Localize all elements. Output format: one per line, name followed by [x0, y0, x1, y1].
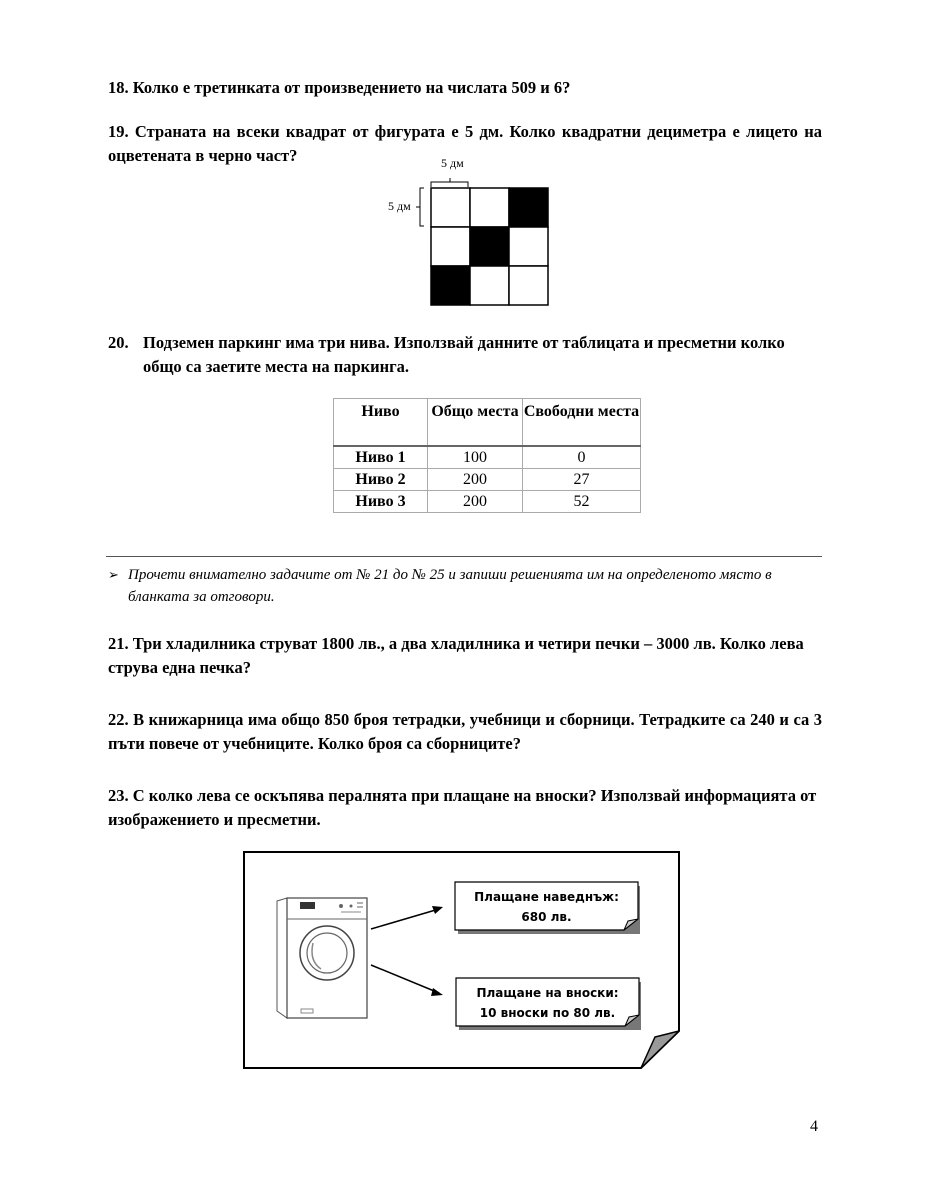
question-20-number: 20.: [108, 333, 129, 352]
grid-cell-white: [509, 266, 548, 305]
question-21: 21. Три хладилника струват 1800 лв., а два хладилника и четири печки – 3000 лв. Колко лева струва една печка?: [108, 634, 804, 677]
page-number: 4: [810, 1118, 818, 1135]
section-divider: [106, 556, 822, 557]
grid-cells: [431, 188, 548, 305]
table-cell: 0: [523, 446, 641, 469]
instruction-note: [108, 564, 788, 608]
grid-cell-white: [470, 188, 509, 227]
table-row: [334, 469, 641, 491]
grid-cell-black: [470, 227, 509, 266]
full-payment-label: [455, 887, 638, 927]
grid-cell-white: [470, 266, 509, 305]
table-header: Ниво: [334, 399, 428, 447]
question-23: 23. С колко лева се оскъпява пералнята при плащане на вноски? Използвай информацията от изображението и пресметни.: [108, 786, 817, 829]
question-19: 19. Страната на всеки квадрат от фигурата е 5 дм. Колко квадратни дециметра е лицето на оцветената в черно част?: [108, 122, 822, 165]
table-cell: 27: [523, 469, 641, 491]
grid-cell-black: [509, 188, 548, 227]
table-row: [334, 446, 641, 469]
full-payment-title: Плащане наведнъж:: [474, 890, 619, 904]
top-brace: [431, 178, 468, 187]
table-header: Свободни места: [523, 399, 641, 447]
table-cell: 200: [428, 491, 523, 513]
question-20: [108, 331, 822, 379]
question-18: 18. Колко е третинката от произведението на числата 509 и 6?: [108, 78, 571, 97]
question-20-text: Подземен паркинг има три нива. Използвай данните от таблицата и пресметни колко общо са заетите места на паркинга.: [143, 333, 785, 376]
table-cell: Ниво 2: [334, 469, 428, 491]
table-cell: 200: [428, 469, 523, 491]
instruction-text: Прочети внимателно задачите от № 21 до № 25 и запиши решенията им на определеното място в бланката за отговори.: [128, 567, 772, 605]
grid-cell-black: [431, 266, 470, 305]
question-22: 22. В книжарница има общо 850 броя тетрадки, учебници и сборници. Тетрадките са 240 и са 3 пъти повече от учебниците. Колко броя са сборниците?: [108, 710, 822, 753]
washing-machine-illustration: [243, 851, 680, 1069]
dimension-label-top: 5 дм: [441, 156, 464, 170]
parking-table: [333, 398, 641, 513]
table-cell: 52: [523, 491, 641, 513]
installments-label: [456, 983, 639, 1023]
table-cell: 100: [428, 446, 523, 469]
washing-machine-icon: [277, 898, 367, 1018]
grid-cell-white: [431, 227, 470, 266]
square-grid-figure: [410, 170, 560, 310]
grid-cell-white: [509, 227, 548, 266]
table-cell: Ниво 3: [334, 491, 428, 513]
table-header: Общо места: [428, 399, 523, 447]
arrow-bullet-icon: ➢: [108, 567, 119, 582]
grid-cell-white: [431, 188, 470, 227]
table-cell: Ниво 1: [334, 446, 428, 469]
dimension-label-left: 5 дм: [388, 199, 411, 213]
table-row: [334, 491, 641, 513]
full-payment-amount: 680 лв.: [521, 910, 572, 924]
left-brace: [416, 188, 424, 226]
installments-title: Плащане на вноски:: [476, 986, 619, 1000]
installments-amount: 10 вноски по 80 лв.: [479, 1006, 616, 1020]
